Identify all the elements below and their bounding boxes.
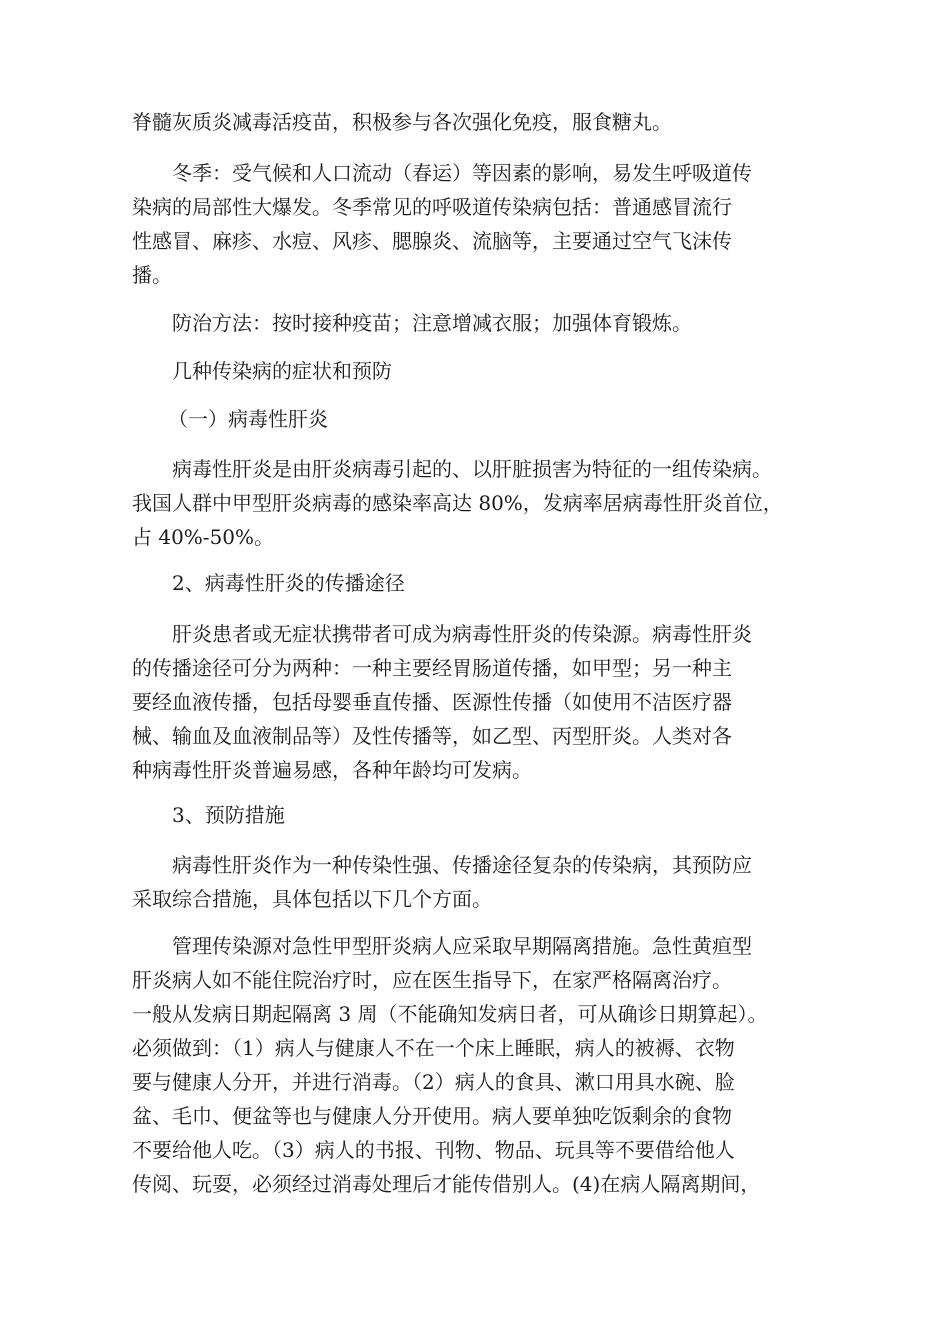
subsection-heading-measures [132,798,832,832]
text-line: （一）病毒性肝炎 [168,407,328,431]
text-line: 必须做到：（1）病人与健康人不在一个床上睡眠，病人的被褥、衣物 [132,1036,735,1060]
text-line: 病毒性肝炎作为一种传染性强、传播途径复杂的传染病，其预防应 [172,853,752,877]
paragraph-vaccine-continued [132,105,832,139]
paragraph-prevention-methods [132,306,832,340]
text-line: 性感冒、麻疹、水痘、风疹、腮腺炎、流脑等，主要通过空气飞沫传 [132,229,732,253]
text-line: 冬季：受气候和人口流动（春运）等因素的影响，易发生呼吸道传 [172,161,752,185]
text-line: 肝炎患者或无症状携带者可成为病毒性肝炎的传染源。病毒性肝炎 [172,622,752,646]
text-line: 播。 [132,263,172,287]
subsection-heading-transmission [132,566,832,600]
text-line: 染病的局部性大爆发。冬季常见的呼吸道传染病包括：普通感冒流行 [132,195,732,219]
text-line: 肝炎病人如不能住院治疗时，应在医生指导下，在家严格隔离治疗。 [132,968,732,992]
paragraph-measures-intro [132,848,832,916]
text-line: 我国人群中甲型肝炎病毒的感染率高达 80%，发病率居病毒性肝炎首位， [132,491,783,515]
text-line: 要与健康人分开，并进行消毒。（2）病人的食具、漱口用具水碗、脸 [132,1070,735,1094]
text-line: 病毒性肝炎是由肝炎病毒引起的、以肝脏损害为特征的一组传染病。 [172,457,772,481]
text-line: 种病毒性肝炎普遍易感，各种年龄均可发病。 [132,758,532,782]
text-line: 脊髓灰质炎减毒活疫苗，积极参与各次强化免疫，服食糖丸。 [132,110,672,134]
text-line: 一般从发病日期起隔离 3 周（不能确知发病日者，可从确诊日期算起）。 [132,1002,768,1026]
text-line: 管理传染源对急性甲型肝炎病人应采取早期隔离措施。急性黄疸型 [172,934,752,958]
paragraph-manage-source [132,929,832,1201]
text-line: 3、预防措施 [172,803,285,827]
subsection-heading-hepatitis [132,402,832,436]
text-line: 械、输血及血液制品等）及性传播等，如乙型、丙型肝炎。人类对各 [132,724,732,748]
text-line: 几种传染病的症状和预防 [172,359,392,383]
text-line: 的传播途径可分为两种：一种主要经胃肠道传播，如甲型；另一种主 [132,656,732,680]
text-line: 采取综合措施，具体包括以下几个方面。 [132,887,492,911]
paragraph-winter [132,156,832,292]
paragraph-hepatitis-intro [132,452,832,554]
paragraph-transmission [132,617,832,787]
text-line: 盆、毛巾、便盆等也与健康人分开使用。病人要单独吃饭剩余的食物 [132,1104,732,1128]
text-line: 2、病毒性肝炎的传播途径 [172,571,405,595]
text-line: 占 40%-50%。 [132,525,275,549]
section-heading [132,354,832,388]
text-line: 不要给他人吃。（3）病人的书报、刊物、物品、玩具等不要借给他人 [132,1138,735,1162]
text-line: 传阅、玩耍，必须经过消毒处理后才能传借别人。(4)在病人隔离期间， [132,1172,761,1196]
text-line: 防治方法：按时接种疫苗；注意增减衣服；加强体育锻炼。 [172,311,692,335]
text-line: 要经血液传播，包括母婴垂直传播、医源性传播（如使用不洁医疗器 [132,690,732,714]
